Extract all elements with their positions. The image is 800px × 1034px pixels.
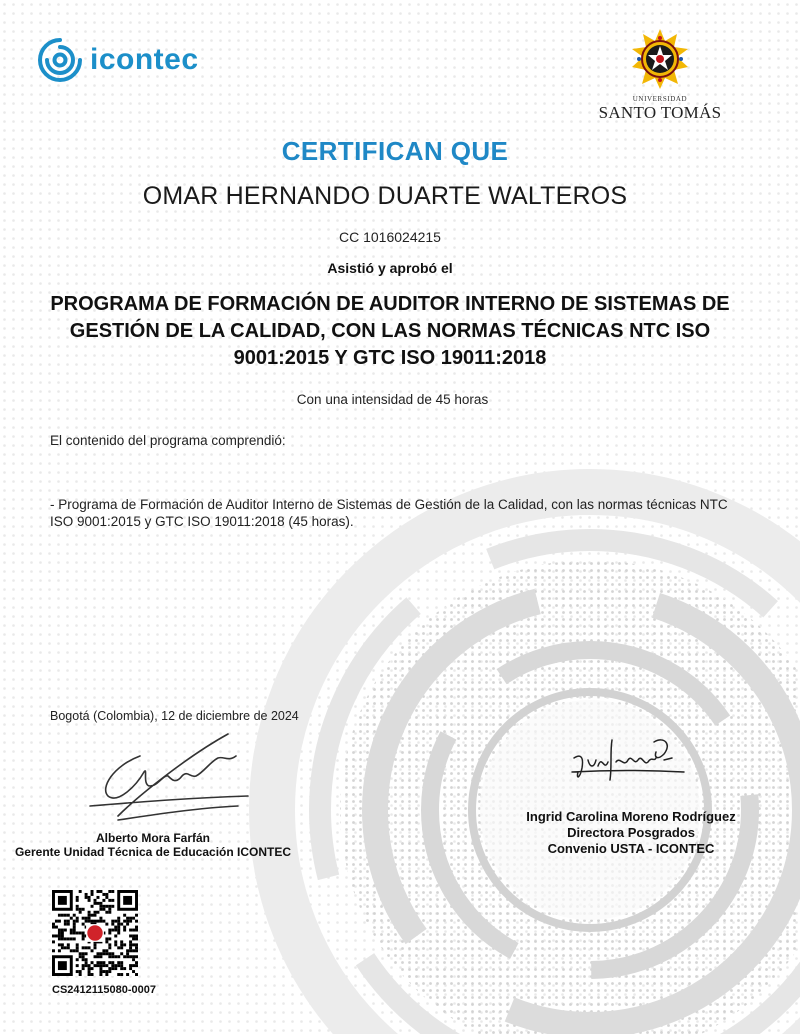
icontec-logo: [36, 36, 199, 84]
usta-logo: [598, 28, 722, 123]
recipient-name: OMAR HERNANDO DUARTE WALTEROS: [142, 182, 628, 210]
right-signature-image: [568, 732, 688, 788]
place-date: Bogotá (Colombia), 12 de diciembre de 2024: [50, 709, 299, 723]
left-signatory-name: Alberto Mora Farfán: [95, 831, 210, 845]
content-label: El contenido del programa comprendió:: [50, 433, 286, 448]
usta-small-text: UNIVERSIDAD: [632, 95, 688, 103]
right-signatory-org: Convenio USTA - ICONTEC: [547, 841, 715, 856]
verification-qr-code[interactable]: [52, 890, 138, 976]
usta-name: SANTO TOMÁS: [598, 103, 722, 122]
icontec-wordmark: icontec: [90, 43, 199, 76]
right-signatory-name: Ingrid Carolina Moreno Rodríguez: [526, 809, 736, 824]
certificate-heading: CERTIFICAN QUE: [281, 136, 509, 166]
icontec-logo-icon: [36, 36, 84, 84]
attended-label: Asistió y aprobó el: [327, 260, 453, 276]
program-intensity: Con una intensidad de 45 horas: [296, 392, 489, 407]
usta-shield-icon: [629, 28, 691, 90]
left-signatory: [0, 831, 306, 859]
right-signatory: [506, 809, 756, 857]
certificate-code: CS2412115080-0007: [52, 984, 156, 996]
program-title: PROGRAMA DE FORMACIÓN DE AUDITOR INTERNO DE SISTEMAS DE GESTIÓN DE LA CALIDAD, CON LAS NORMAS TÉCNICAS NTC ISO 9001:2015 Y GTC ISO 19011:2018: [50, 293, 730, 369]
left-signature-image: [78, 726, 278, 826]
recipient-id: CC 1016024215: [339, 229, 441, 245]
left-signatory-title: Gerente Unidad Técnica de Educación ICONTEC: [14, 845, 292, 859]
right-signatory-title: Directora Posgrados: [567, 825, 695, 840]
content-description: - Programa de Formación de Auditor Interno de Sistemas de Gestión de la Calidad, con las normas técnicas NTC ISO 9001:2015 y GTC ISO 19011:2018 (45 horas).: [50, 497, 728, 529]
